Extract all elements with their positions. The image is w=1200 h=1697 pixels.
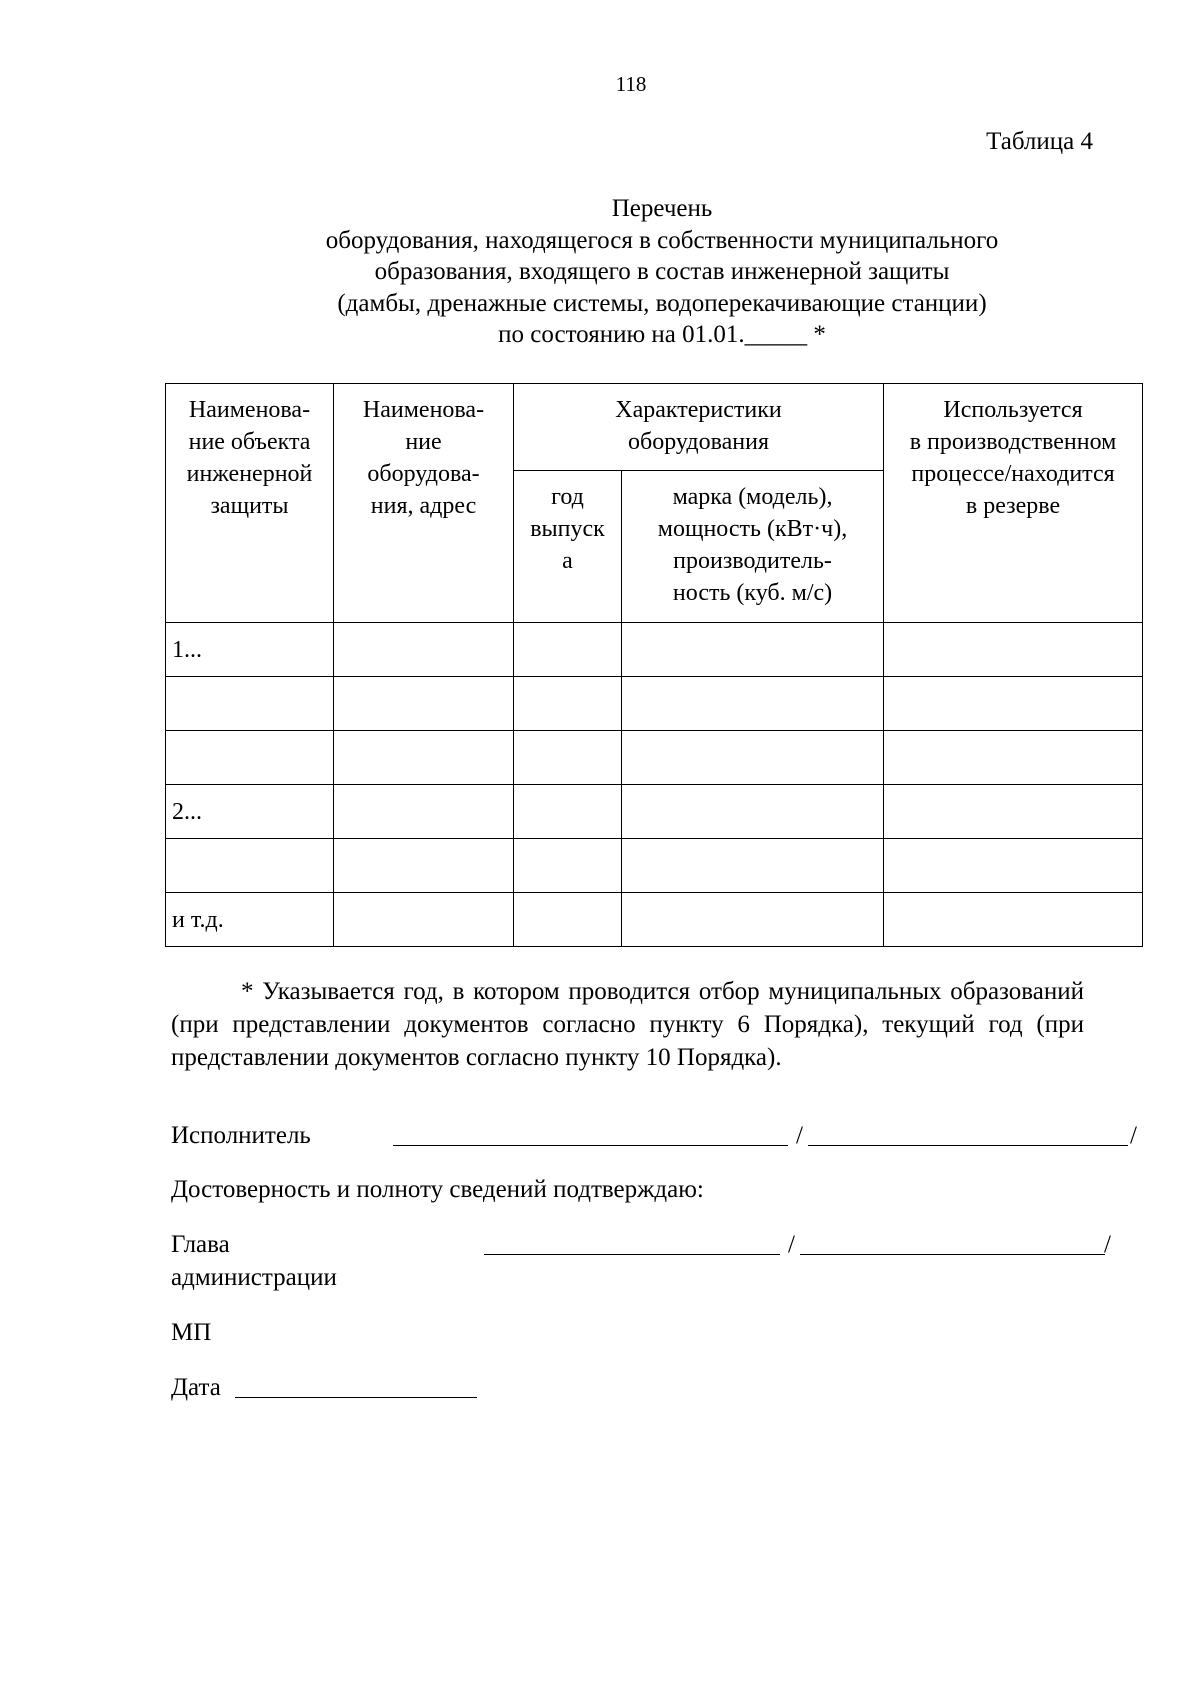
title-line: образования, входящего в состав инженерной защиты <box>374 258 950 285</box>
title-line: по состоянию на 01.01._____ * <box>498 321 826 348</box>
table-cell <box>622 677 884 731</box>
table-cell: 1... <box>166 623 334 677</box>
separator-slash: / <box>796 1122 803 1149</box>
table-cell <box>514 731 622 785</box>
confirm-label: Достоверность и полноту сведений подтверждаю: <box>171 1176 704 1203</box>
page-number: 118 <box>615 72 647 96</box>
table-cell <box>514 893 622 947</box>
table-cell <box>334 677 514 731</box>
executor-label: Исполнитель <box>171 1122 311 1149</box>
table-row <box>166 677 1143 731</box>
table-cell <box>622 731 884 785</box>
table-cell <box>334 893 514 947</box>
table-row <box>166 785 1143 839</box>
table-cell <box>884 731 1143 785</box>
table-cell <box>884 623 1143 677</box>
header-model: марка (модель), мощность (кВт·ч), производитель- ность (куб. м/с) <box>622 471 884 623</box>
separator-slash: / <box>788 1231 795 1258</box>
table-cell <box>514 623 622 677</box>
title-line: Перечень <box>611 195 713 222</box>
head-label-line1: Глава <box>171 1231 230 1258</box>
table-cell <box>334 623 514 677</box>
header-equipment-name: Наименова- ние оборудова- ния, адрес <box>334 384 514 623</box>
executor-signature-line <box>393 1145 788 1146</box>
table-row <box>166 623 1143 677</box>
table-cell <box>884 677 1143 731</box>
table-cell <box>514 839 622 893</box>
table-cell <box>622 623 884 677</box>
date-line <box>235 1397 477 1398</box>
document-title <box>162 193 1162 351</box>
table-cell <box>622 839 884 893</box>
table-cell <box>514 677 622 731</box>
footnote: * Указывается год, в котором проводится отбор муниципальных образований (при представлении документов согласно пункту 6 Порядка), текущий год (при представлении документов согласно пункту 10 Порядка). <box>171 978 1084 1071</box>
equipment-table <box>165 383 1143 947</box>
date-label: Дата <box>171 1374 221 1401</box>
table-row <box>166 731 1143 785</box>
header-protection-object: Наименова- ние объекта инженерной защиты <box>166 384 334 623</box>
table-cell <box>334 731 514 785</box>
table-cell <box>884 893 1143 947</box>
title-line: (дамбы, дренажные системы, водоперекачивающие станции) <box>337 289 987 317</box>
separator-slash: / <box>1130 1122 1137 1149</box>
head-name-line <box>800 1254 1105 1255</box>
header-characteristics: Характеристики оборудования <box>514 384 884 471</box>
table-cell <box>334 839 514 893</box>
table-row <box>166 893 1143 947</box>
table-cell <box>884 839 1143 893</box>
table-cell <box>166 731 334 785</box>
stamp-label: МП <box>171 1319 212 1346</box>
table-label: Таблица 4 <box>986 128 1093 155</box>
table-cell: и т.д. <box>166 893 334 947</box>
table-cell <box>166 677 334 731</box>
head-label-line2: администрации <box>171 1264 337 1291</box>
table-cell <box>166 839 334 893</box>
table-cell: 2... <box>166 785 334 839</box>
table-cell <box>622 893 884 947</box>
header-usage: Используется в производственном процессе/находится в резерве <box>884 384 1143 623</box>
title-line: оборудования, находящегося в собственности муниципального <box>325 226 999 254</box>
table-cell <box>884 785 1143 839</box>
table-cell <box>334 785 514 839</box>
table-cell <box>622 785 884 839</box>
separator-slash: / <box>1104 1231 1111 1258</box>
executor-name-line <box>808 1145 1128 1146</box>
header-year: год выпуск а <box>514 471 622 623</box>
table-cell <box>514 785 622 839</box>
head-signature-line <box>484 1254 780 1255</box>
table-row <box>166 839 1143 893</box>
